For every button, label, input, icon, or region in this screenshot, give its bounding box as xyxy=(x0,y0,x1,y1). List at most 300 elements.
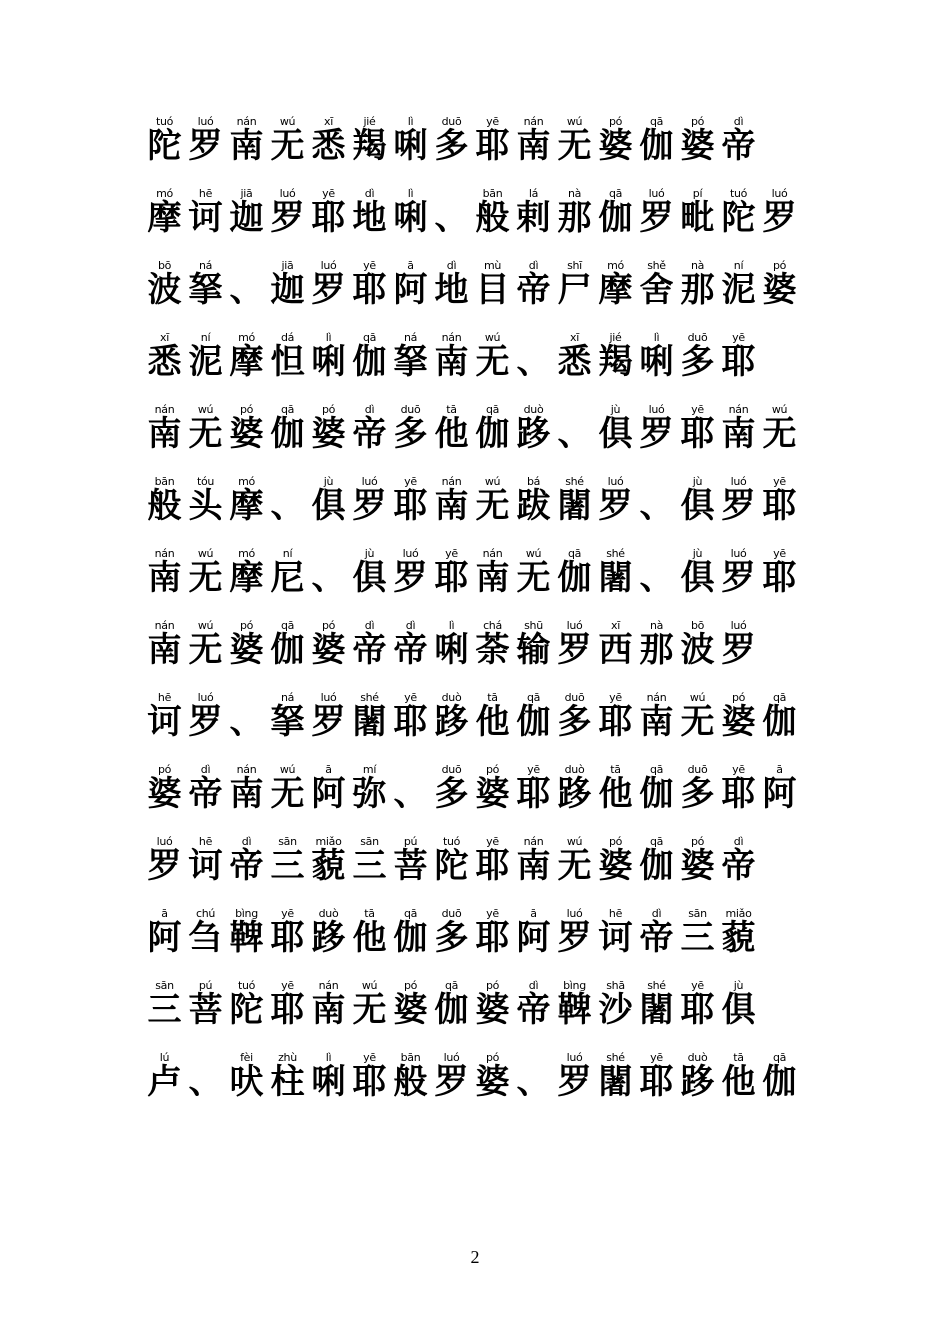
chinese-character: 罗 xyxy=(393,558,428,598)
pinyin-annotation: bō xyxy=(690,619,705,632)
pinyin-annotation: luó xyxy=(197,115,214,128)
chinese-character: 他 xyxy=(475,702,510,742)
pinyin-annotation: nán xyxy=(154,547,175,560)
chinese-character: 悉 xyxy=(147,342,182,382)
pinyin-annotation: luó xyxy=(607,475,624,488)
pinyin-annotation: bìng xyxy=(235,907,258,920)
chinese-character: 、 xyxy=(639,486,674,526)
chinese-character: 伽 xyxy=(475,414,510,454)
pinyin-annotation: yē xyxy=(445,547,458,560)
pinyin-annotation: lú xyxy=(159,1051,170,1064)
pinyin-annotation: yē xyxy=(404,691,417,704)
pinyin-annotation: ná xyxy=(198,259,213,272)
pinyin-annotation: tuó xyxy=(237,979,256,992)
pinyin-annotation: pú xyxy=(403,835,418,848)
chinese-character: 陀 xyxy=(229,990,264,1030)
chinese-character: 、 xyxy=(516,1062,551,1102)
chinese-character: 俱 xyxy=(721,990,756,1030)
chinese-character: 无 xyxy=(680,702,715,742)
chinese-character: 婆 xyxy=(598,126,633,166)
pinyin-annotation: wú xyxy=(566,115,583,128)
chinese-character: 多 xyxy=(434,126,469,166)
pinyin-annotation: shā xyxy=(606,979,625,992)
pinyin-annotation: luó xyxy=(566,907,583,920)
pinyin-annotation: jié xyxy=(609,331,622,344)
pinyin-annotation: nà xyxy=(690,259,705,272)
pinyin-annotation: wú xyxy=(525,547,542,560)
pinyin-annotation: luó xyxy=(730,619,747,632)
chinese-character: 摩 xyxy=(598,270,633,310)
pinyin-annotation: qā xyxy=(485,403,500,416)
pinyin-annotation: yē xyxy=(404,475,417,488)
pinyin-annotation: pó xyxy=(485,979,500,992)
pinyin-annotation: duō xyxy=(441,115,462,128)
chinese-character: 、 xyxy=(516,342,551,382)
pinyin-annotation: pó xyxy=(772,259,787,272)
chinese-character: 菩 xyxy=(393,846,428,886)
character-with-pinyin xyxy=(267,540,308,600)
pinyin-annotation: bō xyxy=(157,259,172,272)
chinese-character: 耶 xyxy=(270,918,305,958)
chinese-character: 跋 xyxy=(516,486,551,526)
chinese-character: 帝 xyxy=(721,846,756,886)
chinese-character: 阿 xyxy=(516,918,551,958)
pinyin-annotation: nán xyxy=(482,547,503,560)
pinyin-annotation: pó xyxy=(321,619,336,632)
pinyin-annotation: jù xyxy=(610,403,621,416)
chinese-character: 无 xyxy=(516,558,551,598)
chinese-character: 闍 xyxy=(598,558,633,598)
chinese-character: 头 xyxy=(188,486,223,526)
pinyin-annotation: mí xyxy=(362,763,377,776)
chinese-character: 耶 xyxy=(721,342,756,382)
chinese-character: 唎 xyxy=(393,198,428,238)
chinese-character: 俱 xyxy=(598,414,633,454)
pinyin-annotation: ā xyxy=(407,259,414,272)
pinyin-annotation: sān xyxy=(155,979,174,992)
mantra-text-block xyxy=(144,108,824,1116)
pinyin-annotation: yē xyxy=(609,691,622,704)
pinyin-annotation: lì xyxy=(407,187,414,200)
text-line xyxy=(144,324,824,396)
pinyin-annotation: pó xyxy=(321,403,336,416)
chinese-character: 、 xyxy=(229,702,264,742)
pinyin-annotation: pó xyxy=(485,763,500,776)
chinese-character: 伽 xyxy=(434,990,469,1030)
chinese-character: 悉 xyxy=(557,342,592,382)
pinyin-annotation: hē xyxy=(198,835,213,848)
chinese-character: 帝 xyxy=(352,630,387,670)
pinyin-annotation: duō xyxy=(687,763,708,776)
pinyin-annotation: shé xyxy=(647,979,666,992)
pinyin-annotation: miǎo xyxy=(725,907,752,920)
chinese-character: 罗 xyxy=(557,1062,592,1102)
pinyin-annotation: lá xyxy=(528,187,539,200)
chinese-character: 尼 xyxy=(270,558,305,598)
pinyin-annotation: tóu xyxy=(196,475,215,488)
chinese-character: 拏 xyxy=(393,342,428,382)
chinese-character: 耶 xyxy=(393,702,428,742)
character-with-pinyin xyxy=(759,468,800,528)
pinyin-annotation: chá xyxy=(483,619,502,632)
chinese-character: 菩 xyxy=(188,990,223,1030)
chinese-character: 摩 xyxy=(229,486,264,526)
pinyin-annotation: dì xyxy=(733,835,744,848)
character-with-pinyin xyxy=(390,180,431,240)
pinyin-annotation: mó xyxy=(607,259,624,272)
pinyin-annotation: qā xyxy=(772,691,787,704)
pinyin-annotation: lì xyxy=(407,115,414,128)
pinyin-annotation: dì xyxy=(364,619,375,632)
pinyin-annotation: dì xyxy=(528,259,539,272)
pinyin-annotation: shé xyxy=(565,475,584,488)
pinyin-annotation: luó xyxy=(320,691,337,704)
chinese-character: 帝 xyxy=(229,846,264,886)
chinese-character: 罗 xyxy=(434,1062,469,1102)
chinese-character: 伽 xyxy=(557,558,592,598)
pinyin-annotation: shé xyxy=(606,1051,625,1064)
chinese-character: 他 xyxy=(352,918,387,958)
pinyin-annotation: pó xyxy=(239,403,254,416)
pinyin-annotation: jù xyxy=(692,547,703,560)
chinese-character: 闍 xyxy=(352,702,387,742)
pinyin-annotation: sān xyxy=(360,835,379,848)
pinyin-annotation: tā xyxy=(733,1051,744,1064)
chinese-character: 南 xyxy=(147,630,182,670)
pinyin-annotation: jù xyxy=(323,475,334,488)
chinese-character: 般 xyxy=(393,1062,428,1102)
pinyin-annotation: tā xyxy=(364,907,375,920)
chinese-character: 罗 xyxy=(311,270,346,310)
pinyin-annotation: qā xyxy=(649,763,664,776)
chinese-character: 、 xyxy=(639,558,674,598)
chinese-character: 南 xyxy=(229,126,264,166)
chinese-character: 三 xyxy=(270,846,305,886)
character-with-pinyin xyxy=(513,396,554,456)
pinyin-annotation: qā xyxy=(280,403,295,416)
pinyin-annotation: yē xyxy=(281,907,294,920)
chinese-character: 伽 xyxy=(393,918,428,958)
pinyin-annotation: dì xyxy=(651,907,662,920)
pinyin-annotation: yē xyxy=(281,979,294,992)
pinyin-annotation: nán xyxy=(646,691,667,704)
text-line xyxy=(144,612,824,684)
pinyin-annotation: sān xyxy=(688,907,707,920)
chinese-character: 目 xyxy=(475,270,510,310)
chinese-character: 伽 xyxy=(270,630,305,670)
chinese-character: 输 xyxy=(516,630,551,670)
chinese-character: 耶 xyxy=(680,990,715,1030)
pinyin-annotation: sān xyxy=(278,835,297,848)
pinyin-annotation: tā xyxy=(446,403,457,416)
chinese-character: 悉 xyxy=(311,126,346,166)
chinese-character: 俱 xyxy=(680,486,715,526)
pinyin-annotation: wú xyxy=(197,403,214,416)
chinese-character: 耶 xyxy=(311,198,346,238)
chinese-character: 唎 xyxy=(393,126,428,166)
chinese-character: 帝 xyxy=(721,126,756,166)
chinese-character: 西 xyxy=(598,630,633,670)
pinyin-annotation: zhù xyxy=(278,1051,297,1064)
pinyin-annotation: luó xyxy=(197,691,214,704)
chinese-character: 伽 xyxy=(639,846,674,886)
chinese-character: 三 xyxy=(680,918,715,958)
chinese-character: 多 xyxy=(680,342,715,382)
chinese-character: 罗 xyxy=(721,558,756,598)
chinese-character: 耶 xyxy=(475,846,510,886)
pinyin-annotation: nán xyxy=(441,331,462,344)
chinese-character: 跢 xyxy=(311,918,346,958)
chinese-character: 耶 xyxy=(516,774,551,814)
chinese-character: 耶 xyxy=(434,558,469,598)
chinese-character: 南 xyxy=(639,702,674,742)
pinyin-annotation: qā xyxy=(444,979,459,992)
pinyin-annotation: luó xyxy=(402,547,419,560)
chinese-character: 泥 xyxy=(721,270,756,310)
chinese-character: 波 xyxy=(147,270,182,310)
pinyin-annotation: qā xyxy=(649,835,664,848)
character-with-pinyin xyxy=(226,468,267,528)
pinyin-annotation: duò xyxy=(564,763,585,776)
pinyin-annotation: duò xyxy=(318,907,339,920)
pinyin-annotation: luó xyxy=(730,547,747,560)
pinyin-annotation: ā xyxy=(776,763,783,776)
pinyin-annotation: lì xyxy=(448,619,455,632)
pinyin-annotation: yē xyxy=(363,259,376,272)
chinese-character: 帝 xyxy=(393,630,428,670)
character-with-pinyin xyxy=(718,108,759,168)
chinese-character: 罗 xyxy=(188,702,223,742)
chinese-character: 帝 xyxy=(516,990,551,1030)
character-with-pinyin xyxy=(759,180,800,240)
pinyin-annotation: pó xyxy=(690,115,705,128)
chinese-character: 多 xyxy=(393,414,428,454)
chinese-character: 俱 xyxy=(680,558,715,598)
chinese-character: 帝 xyxy=(352,414,387,454)
character-with-pinyin xyxy=(759,684,800,744)
pinyin-annotation: yē xyxy=(486,835,499,848)
chinese-character: 耶 xyxy=(598,702,633,742)
pinyin-annotation: qā xyxy=(362,331,377,344)
pinyin-annotation: wú xyxy=(279,763,296,776)
chinese-character: 俱 xyxy=(352,558,387,598)
chinese-character: 跢 xyxy=(680,1062,715,1102)
pinyin-annotation: duò xyxy=(687,1051,708,1064)
chinese-character: 舍 xyxy=(639,270,674,310)
character-with-pinyin xyxy=(349,756,390,816)
pinyin-annotation: wú xyxy=(197,547,214,560)
chinese-character: 伽 xyxy=(762,1062,797,1102)
pinyin-annotation: dì xyxy=(528,979,539,992)
character-with-pinyin xyxy=(759,396,800,456)
pinyin-annotation: nán xyxy=(523,115,544,128)
chinese-character: 多 xyxy=(434,774,469,814)
pinyin-annotation: luó xyxy=(320,259,337,272)
text-line xyxy=(144,180,824,252)
pinyin-annotation: xī xyxy=(570,331,579,344)
pinyin-annotation: dì xyxy=(200,763,211,776)
pinyin-annotation: dá xyxy=(280,331,295,344)
pinyin-annotation: jié xyxy=(363,115,376,128)
chinese-character: 、 xyxy=(229,270,264,310)
chinese-character: 伽 xyxy=(639,774,674,814)
chinese-character: 闍 xyxy=(639,990,674,1030)
character-with-pinyin xyxy=(718,828,759,888)
chinese-character: 波 xyxy=(680,630,715,670)
pinyin-annotation: yē xyxy=(486,115,499,128)
chinese-character: 婆 xyxy=(229,414,264,454)
chinese-character: 唎 xyxy=(311,342,346,382)
chinese-character: 罗 xyxy=(721,630,756,670)
pinyin-annotation: ā xyxy=(325,763,332,776)
chinese-character: 般 xyxy=(475,198,510,238)
chinese-character: 罗 xyxy=(762,198,797,238)
chinese-character: 耶 xyxy=(475,126,510,166)
chinese-character: 耶 xyxy=(762,558,797,598)
pinyin-annotation: duō xyxy=(687,331,708,344)
chinese-character: 地 xyxy=(434,270,469,310)
chinese-character: 怛 xyxy=(270,342,305,382)
pinyin-annotation: nà xyxy=(567,187,582,200)
pinyin-annotation: luó xyxy=(648,187,665,200)
pinyin-annotation: dì xyxy=(733,115,744,128)
chinese-character: 耶 xyxy=(352,270,387,310)
character-with-pinyin xyxy=(472,1044,513,1104)
pinyin-annotation: ní xyxy=(733,259,744,272)
chinese-character: 摩 xyxy=(229,342,264,382)
chinese-character: 陀 xyxy=(147,126,182,166)
pinyin-annotation: shé xyxy=(360,691,379,704)
chinese-character: 罗 xyxy=(639,198,674,238)
chinese-character: 他 xyxy=(598,774,633,814)
chinese-character: 藐 xyxy=(721,918,756,958)
chinese-character: 阿 xyxy=(147,918,182,958)
character-with-pinyin xyxy=(185,684,226,744)
pinyin-annotation: xī xyxy=(324,115,333,128)
pinyin-annotation: pó xyxy=(608,835,623,848)
chinese-character: 无 xyxy=(557,846,592,886)
pinyin-annotation: jiā xyxy=(281,259,294,272)
chinese-character: 陀 xyxy=(434,846,469,886)
chinese-character: 帝 xyxy=(516,270,551,310)
chinese-character: 柱 xyxy=(270,1062,305,1102)
text-line xyxy=(144,252,824,324)
chinese-character: 罗 xyxy=(188,126,223,166)
pinyin-annotation: nán xyxy=(154,403,175,416)
chinese-character: 无 xyxy=(270,774,305,814)
chinese-character: 摩 xyxy=(147,198,182,238)
pinyin-annotation: mù xyxy=(483,259,502,272)
chinese-character: 婆 xyxy=(680,126,715,166)
chinese-character: 多 xyxy=(557,702,592,742)
chinese-character: 婆 xyxy=(147,774,182,814)
character-with-pinyin xyxy=(718,972,759,1032)
character-with-pinyin xyxy=(759,540,800,600)
pinyin-annotation: yē xyxy=(773,475,786,488)
pinyin-annotation: nán xyxy=(728,403,749,416)
pinyin-annotation: bān xyxy=(400,1051,421,1064)
chinese-character: 帝 xyxy=(188,774,223,814)
pinyin-annotation: duō xyxy=(441,907,462,920)
chinese-character: 迦 xyxy=(270,270,305,310)
pinyin-annotation: shě xyxy=(647,259,666,272)
text-line xyxy=(144,756,824,828)
chinese-character: 摩 xyxy=(229,558,264,598)
pinyin-annotation: wú xyxy=(689,691,706,704)
chinese-character: 剌 xyxy=(516,198,551,238)
pinyin-annotation: ná xyxy=(403,331,418,344)
text-line xyxy=(144,972,824,1044)
pinyin-annotation: mó xyxy=(238,331,255,344)
pinyin-annotation: nán xyxy=(236,115,257,128)
text-line xyxy=(144,684,824,756)
character-with-pinyin xyxy=(759,1044,800,1104)
pinyin-annotation: luó xyxy=(361,475,378,488)
chinese-character: 耶 xyxy=(270,990,305,1030)
pinyin-annotation: dì xyxy=(241,835,252,848)
pinyin-annotation: pó xyxy=(157,763,172,776)
chinese-character: 伽 xyxy=(639,126,674,166)
chinese-character: 婆 xyxy=(721,702,756,742)
pinyin-annotation: luó xyxy=(279,187,296,200)
chinese-character: 无 xyxy=(475,342,510,382)
pinyin-annotation: luó xyxy=(648,403,665,416)
chinese-character: 南 xyxy=(229,774,264,814)
pinyin-annotation: luó xyxy=(443,1051,460,1064)
chinese-character: 闍 xyxy=(557,486,592,526)
pinyin-annotation: xī xyxy=(160,331,169,344)
chinese-character: 泥 xyxy=(188,342,223,382)
pinyin-annotation: tuó xyxy=(155,115,174,128)
pinyin-annotation: hē xyxy=(198,187,213,200)
chinese-character: 耶 xyxy=(393,486,428,526)
chinese-character: 荼 xyxy=(475,630,510,670)
pinyin-annotation: tā xyxy=(610,763,621,776)
chinese-character: 婆 xyxy=(598,846,633,886)
pinyin-annotation: dì xyxy=(405,619,416,632)
chinese-character: 弥 xyxy=(352,774,387,814)
chinese-character: 罗 xyxy=(352,486,387,526)
chinese-character: 迦 xyxy=(229,198,264,238)
pinyin-annotation: ā xyxy=(530,907,537,920)
pinyin-annotation: jiā xyxy=(240,187,253,200)
chinese-character: 他 xyxy=(721,1062,756,1102)
pinyin-annotation: miǎo xyxy=(315,835,342,848)
chinese-character: 无 xyxy=(475,486,510,526)
chinese-character: 毗 xyxy=(680,198,715,238)
pinyin-annotation: wú xyxy=(197,619,214,632)
chinese-character: 藐 xyxy=(311,846,346,886)
text-line xyxy=(144,468,824,540)
pinyin-annotation: bān xyxy=(154,475,175,488)
chinese-character: 三 xyxy=(147,990,182,1030)
pinyin-annotation: lì xyxy=(325,331,332,344)
pinyin-annotation: ā xyxy=(161,907,168,920)
pinyin-annotation: luó xyxy=(566,619,583,632)
pinyin-annotation: luó xyxy=(156,835,173,848)
chinese-character: 阿 xyxy=(762,774,797,814)
chinese-character: 南 xyxy=(434,486,469,526)
character-with-pinyin xyxy=(595,540,636,600)
chinese-character: 、 xyxy=(393,774,428,814)
chinese-character: 跢 xyxy=(434,702,469,742)
chinese-character: 无 xyxy=(188,630,223,670)
chinese-character: 、 xyxy=(311,558,346,598)
chinese-character: 沙 xyxy=(598,990,633,1030)
chinese-character: 无 xyxy=(352,990,387,1030)
chinese-character: 诃 xyxy=(188,846,223,886)
pinyin-annotation: duō xyxy=(400,403,421,416)
